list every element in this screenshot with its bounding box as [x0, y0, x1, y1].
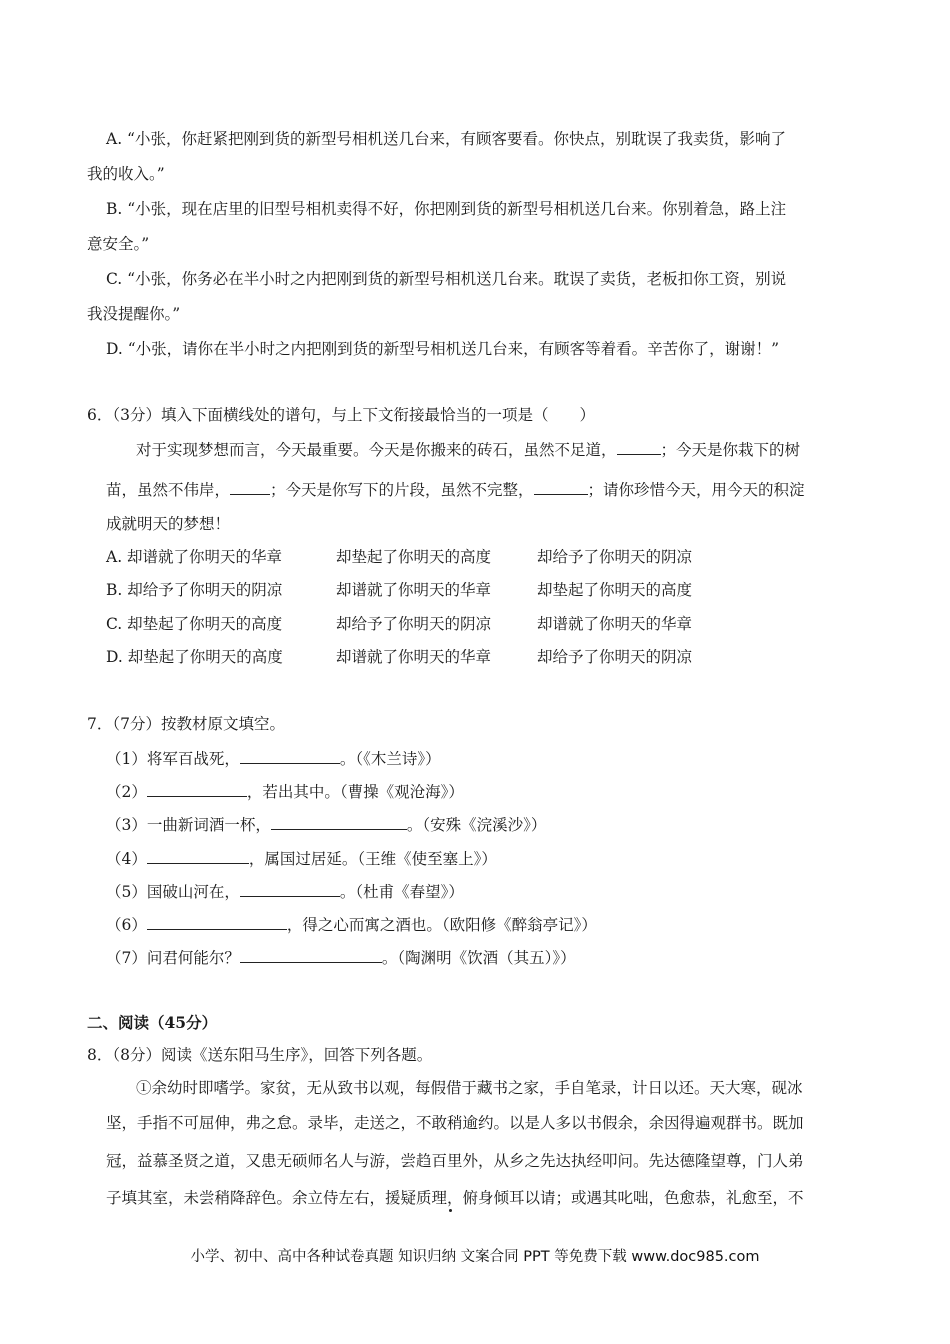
q7-item-source: 。（安殊《浣溪沙》）	[406, 816, 547, 834]
q7-item-4	[106, 847, 497, 869]
section-title: 二、阅读（45分）	[87, 1013, 218, 1032]
q6-option-a: A. 却谱就了你明天的华章	[106, 548, 283, 566]
q6-blank-1[interactable]	[617, 438, 661, 455]
q5-option-c-line1: C. “小张，你务必在半小时之内把刚到货的新型号相机送几台来。耽误了卖货，老板扣你工资，别说	[106, 270, 787, 288]
q6-option-b-col2: 却谱就了你明天的华章	[336, 581, 492, 599]
q8-stem: 8．（8分）阅读《送东阳马生序》，回答下列各题。	[87, 1046, 433, 1064]
q6-option-d: D. 却垫起了你明天的高度	[106, 648, 283, 666]
q5-option-c-line2: 我没提醒你。”	[87, 305, 181, 323]
q7-blank-6[interactable]	[147, 913, 287, 930]
q6-option-c-col2: 却给予了你明天的阴凉	[336, 615, 492, 633]
q7-blank-1[interactable]	[240, 747, 340, 764]
q6-option-c: C. 却垫起了你明天的高度	[106, 615, 283, 633]
q7-item-text: （4）	[106, 850, 147, 868]
q7-item-text: （1）将军百战死，	[106, 750, 240, 768]
q7-item-source: 。（《木兰诗》）	[339, 750, 441, 768]
q5-option-a-line1: A. “小张，你赶紧把刚到货的新型号相机送几台来，有顾客要看。你快点，别耽误了我卖货，影响了	[106, 130, 786, 148]
q5-option-b-line1: B. “小张，现在店里的旧型号相机卖得不好，你把刚到货的新型号相机送几台来。你别着急，路上注	[106, 200, 787, 218]
q8-passage-line2: 坚，手指不可屈伸，弗之怠。录毕，走送之，不敢稍逾约。以是人多以书假余，余因得遍观群书。既加	[106, 1114, 804, 1132]
q7-blank-3[interactable]	[271, 813, 407, 830]
q7-blank-4[interactable]	[147, 847, 249, 864]
q6-option-d-col3: 却给予了你明天的阴凉	[537, 648, 693, 666]
q7-item-text: （2）	[106, 783, 147, 801]
q7-item-source: 。（陶渊明《饮酒（其五）》）	[381, 949, 576, 967]
q6-passage-line1	[136, 438, 800, 460]
q7-item-text: （5）国破山河在，	[106, 883, 240, 901]
q6-passage-text: ；今天是你栽下的树	[660, 441, 801, 459]
q6-blank-3[interactable]	[534, 478, 588, 495]
q6-option-b-col3: 却垫起了你明天的高度	[537, 581, 693, 599]
q7-item-source: 。（杜甫《春望》）	[339, 883, 464, 901]
q6-passage-line2	[106, 478, 805, 500]
q7-item-2	[106, 780, 464, 802]
q7-item-6	[106, 913, 597, 935]
q6-blank-2[interactable]	[230, 478, 270, 495]
q5-option-a-line2: 我的收入。”	[87, 165, 165, 183]
q7-item-text: （3）一曲新词酒一杯，	[106, 816, 271, 834]
q6-option-a-col2: 却垫起了你明天的高度	[336, 548, 492, 566]
q8-passage-line1: ①余幼时即嗜学。家贫，无从致书以观，每假借于藏书之家，手自笔录，计日以还。天大寒，砚冰	[136, 1079, 803, 1097]
emphasis-dot	[449, 1209, 452, 1212]
q7-item-7	[106, 946, 576, 968]
q6-passage-text: 苗，虽然不伟岸，	[106, 481, 231, 499]
q7-blank-5[interactable]	[240, 880, 340, 897]
q6-option-c-col3: 却谱就了你明天的华章	[537, 615, 693, 633]
q6-passage-text: 对于实现梦想而言，今天最重要。今天是你搬来的砖石，虽然不足道，	[136, 441, 617, 459]
q7-item-text: （6）	[106, 916, 147, 934]
q6-passage-text: ；今天是你写下的片段，虽然不完整，	[270, 481, 534, 499]
q7-item-text: （7）问君何能尔？	[106, 949, 240, 967]
q7-item-1	[106, 747, 441, 769]
q7-item-source: ，得之心而寓之酒也。（欧阳修《醉翁亭记》）	[286, 916, 597, 934]
q7-item-source: ，属国过居延。（王维《使至塞上》）	[248, 850, 497, 868]
q8-passage-line4: 子填其室，未尝稍降辞色。余立侍左右，援疑质理，俯身倾耳以请；或遇其叱咄，色愈恭，礼愈至，不	[106, 1189, 804, 1207]
q6-passage-line3: 成就明天的梦想！	[106, 515, 231, 533]
q7-blank-2[interactable]	[147, 780, 247, 797]
q6-option-a-col3: 却给予了你明天的阴凉	[537, 548, 693, 566]
q6-passage-text: ；请你珍惜今天，用今天的积淀	[587, 481, 805, 499]
q7-blank-7[interactable]	[240, 946, 382, 963]
q6-option-b: B. 却给予了你明天的阴凉	[106, 581, 283, 599]
q8-passage-line3: 冠，益慕圣贤之道，又患无硕师名人与游，尝趋百里外，从乡之先达执经叩问。先达德隆望尊，门人弟	[106, 1152, 804, 1170]
q6-stem: 6．（3分）填入下面横线处的谱句，与上下文衔接最恰当的一项是（ ）	[87, 406, 595, 424]
q7-item-5	[106, 880, 464, 902]
q7-item-3	[106, 813, 546, 835]
q7-item-source: ，若出其中。（曹操《观沧海》）	[246, 783, 464, 801]
page-footer: 小学、初中、高中各种试卷真题 知识归纳 文案合同 PPT 等免费下载 www.doc985.com	[190, 1249, 760, 1265]
q7-stem: 7．（7分）按教材原文填空。	[87, 715, 285, 733]
q5-option-b-line2: 意安全。”	[87, 235, 150, 253]
q6-option-d-col2: 却谱就了你明天的华章	[336, 648, 492, 666]
q5-option-d: D. “小张，请你在半小时之内把刚到货的新型号相机送几台来，有顾客等着看。辛苦你了，谢谢！”	[106, 340, 780, 358]
